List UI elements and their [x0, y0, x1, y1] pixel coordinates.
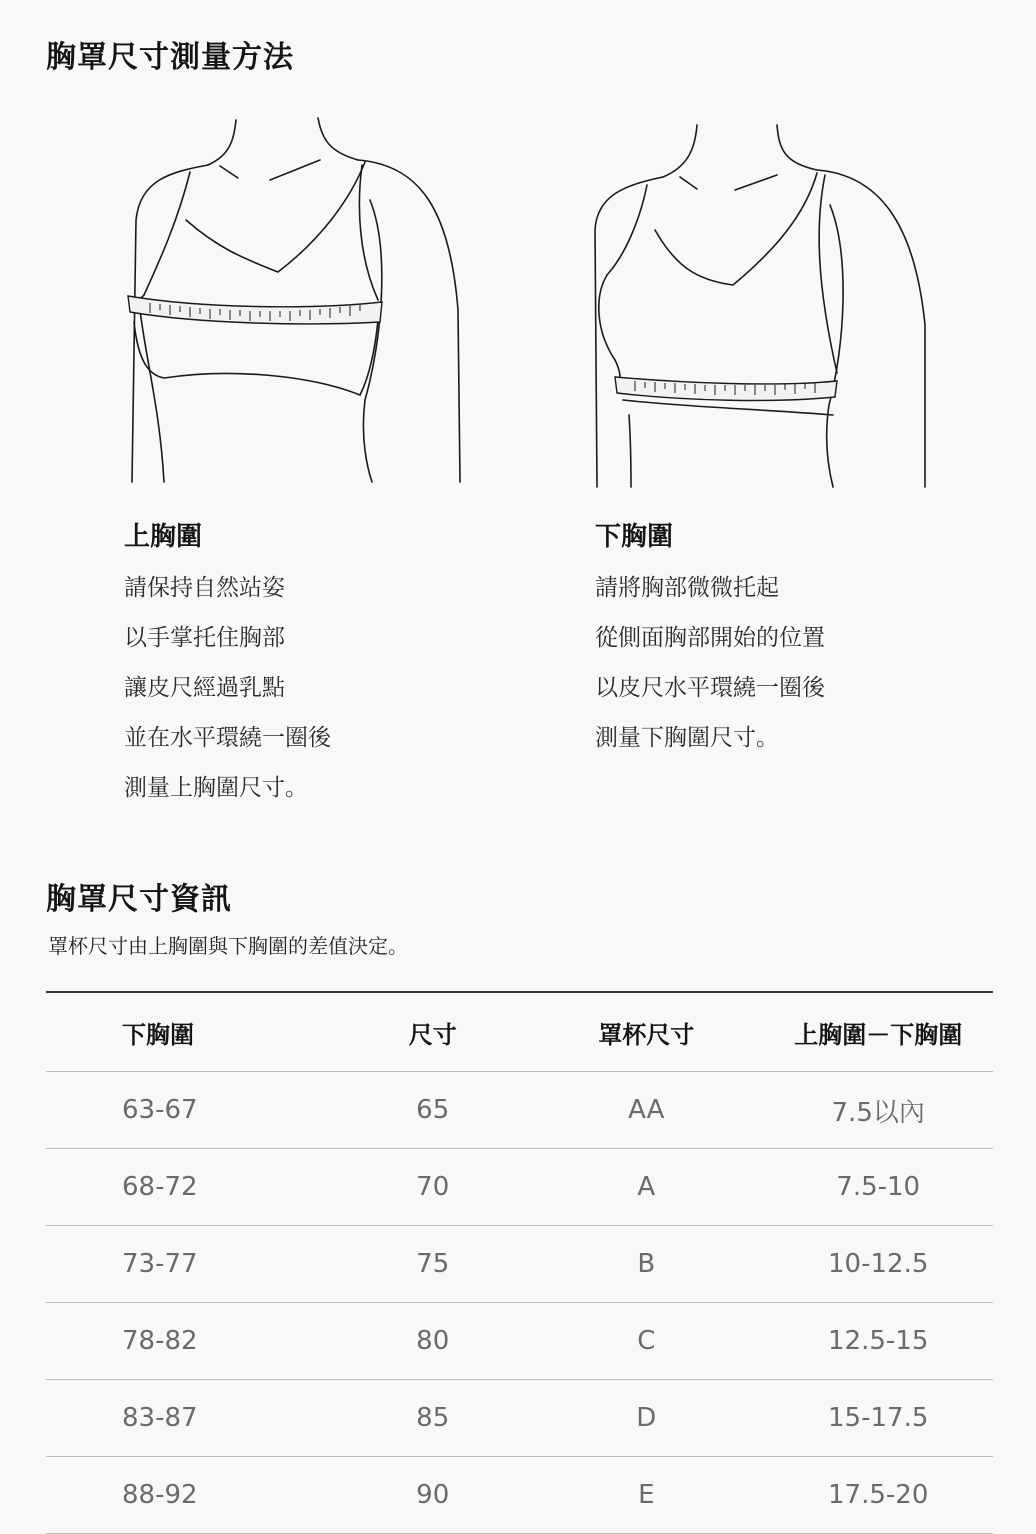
header-size: 尺寸 — [336, 992, 529, 1072]
cell-difference: 17.5-20 — [763, 1457, 993, 1534]
table-row — [46, 1303, 993, 1380]
cell-under-bust: 83-87 — [46, 1380, 336, 1457]
measure-method-title: 胸罩尺寸測量方法 — [46, 40, 294, 75]
under-bust-instructions — [595, 516, 825, 773]
cell-size: 80 — [336, 1303, 529, 1380]
instruction-line: 測量下胸圍尺寸。 — [595, 725, 779, 751]
table-row — [46, 1072, 993, 1149]
cell-size: 85 — [336, 1380, 529, 1457]
instruction-line: 請將胸部微微托起 — [595, 575, 779, 601]
table-row — [46, 1226, 993, 1303]
header-under-bust: 下胸圍 — [46, 992, 336, 1072]
cell-under-bust: 73-77 — [46, 1226, 336, 1303]
instruction-line: 請保持自然站姿 — [124, 575, 285, 601]
under-bust-heading: 下胸圍 — [595, 522, 674, 552]
under-bust-illustration — [585, 115, 935, 495]
cell-difference: 7.5以內 — [763, 1072, 993, 1149]
cell-difference: 12.5-15 — [763, 1303, 993, 1380]
cell-cup: C — [529, 1303, 763, 1380]
cell-cup: A — [529, 1149, 763, 1226]
upper-bust-heading: 上胸圍 — [124, 522, 203, 552]
instruction-line: 測量上胸圍尺寸。 — [124, 775, 308, 801]
cell-difference: 7.5-10 — [763, 1149, 993, 1226]
cell-under-bust: 63-67 — [46, 1072, 336, 1149]
table-row — [46, 1380, 993, 1457]
cell-cup: E — [529, 1457, 763, 1534]
header-cup-size: 罩杯尺寸 — [529, 992, 763, 1072]
table-header-row — [46, 992, 993, 1072]
instruction-line: 讓皮尺經過乳點 — [124, 675, 285, 701]
cell-cup: B — [529, 1226, 763, 1303]
table-row — [46, 1457, 993, 1534]
cell-cup: D — [529, 1380, 763, 1457]
upper-bust-instructions — [124, 516, 331, 823]
size-table — [46, 991, 993, 1534]
instruction-line: 以皮尺水平環繞一圈後 — [595, 675, 825, 701]
table-row — [46, 1149, 993, 1226]
cell-size: 75 — [336, 1226, 529, 1303]
instruction-line: 並在水平環繞一圈後 — [124, 725, 331, 751]
size-info-title: 胸罩尺寸資訊 — [46, 882, 232, 917]
cell-size: 90 — [336, 1457, 529, 1534]
cell-cup: AA — [529, 1072, 763, 1149]
instruction-line: 以手掌托住胸部 — [124, 625, 285, 651]
cell-under-bust: 68-72 — [46, 1149, 336, 1226]
size-info-subtitle: 罩杯尺寸由上胸圍與下胸圍的差值決定。 — [48, 934, 408, 958]
cell-under-bust: 78-82 — [46, 1303, 336, 1380]
cell-under-bust: 88-92 — [46, 1457, 336, 1534]
cell-size: 65 — [336, 1072, 529, 1149]
cell-difference: 10-12.5 — [763, 1226, 993, 1303]
upper-bust-illustration — [120, 110, 470, 490]
cell-difference: 15-17.5 — [763, 1380, 993, 1457]
instruction-line: 從側面胸部開始的位置 — [595, 625, 825, 651]
header-difference: 上胸圍－下胸圍 — [763, 992, 993, 1072]
cell-size: 70 — [336, 1149, 529, 1226]
